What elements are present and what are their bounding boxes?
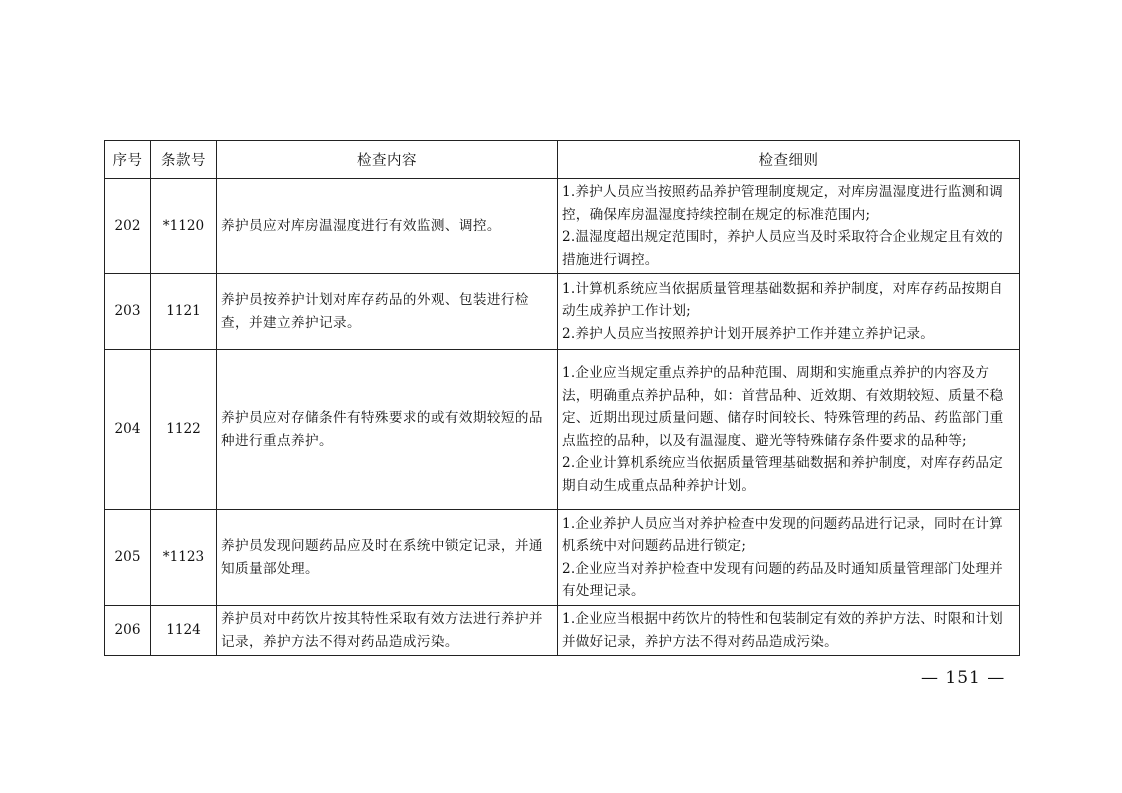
header-clause: 条款号 [151, 141, 217, 179]
row-clause: 1121 [151, 274, 217, 350]
row-content: 养护员应对库房温湿度进行有效监测、调控。 [217, 179, 558, 274]
row-detail [558, 606, 1020, 656]
row-detail [558, 179, 1020, 274]
table-header-row [105, 141, 1020, 179]
row-seq: 202 [105, 179, 151, 274]
header-content: 检查内容 [217, 141, 558, 179]
row-seq: 203 [105, 274, 151, 350]
row-content: 养护员应对存储条件有特殊要求的或有效期较短的品种进行重点养护。 [217, 350, 558, 510]
row-content: 养护员对中药饮片按其特性采取有效方法进行养护并记录，养护方法不得对药品造成污染。 [217, 606, 558, 656]
row-detail [558, 350, 1020, 510]
detail-item: 1.计算机系统应当依据质量管理基础数据和养护制度，对库存药品按期自动生成养护工作计划; [562, 280, 1003, 320]
table-row [105, 350, 1020, 510]
detail-item: 2.养护人员应当按照养护计划开展养护工作并建立养护记录。 [562, 325, 935, 342]
detail-item: 1.养护人员应当按照药品养护管理制度规定，对库房温湿度进行监测和调控，确保库房温湿度持续控制在规定的标准范围内; [562, 184, 1003, 223]
table-row [105, 179, 1020, 274]
row-content: 养护员按养护计划对库存药品的外观、包装进行检查，并建立养护记录。 [217, 274, 558, 350]
detail-item: 2.温湿度超出规定范围时，养护人员应当及时采取符合企业规定且有效的措施进行调控。 [562, 229, 1003, 268]
detail-item: 2.企业应当对养护检查中发现有问题的药品及时通知质量管理部门处理并有处理记录。 [562, 560, 1003, 599]
detail-item: 1.企业应当规定重点养护的品种范围、周期和实施重点养护的内容及方法，明确重点养护品种，如：首营品种、近效期、有效期较短、质量不稳定、近期出现过质量问题、储存时间较长、特殊管理的药品、药监部门重点监控的品种，以及有温湿度、避光等特殊储存条件要求的品种等; [562, 365, 1004, 449]
detail-item: 1.企业应当根据中药饮片的特性和包装制定有效的养护方法、时限和计划并做好记录，养护方法不得对药品造成污染。 [562, 611, 1003, 650]
row-detail [558, 510, 1020, 606]
table-row [105, 274, 1020, 350]
inspection-table [104, 140, 1020, 656]
detail-item: 2.企业计算机系统应当依据质量管理基础数据和养护制度，对库存药品定期自动生成重点品种养护计划。 [562, 455, 1003, 494]
table-row [105, 510, 1020, 606]
row-clause: 1122 [151, 350, 217, 510]
row-clause: *1123 [151, 510, 217, 606]
header-seq: 序号 [105, 141, 151, 179]
row-clause: 1124 [151, 606, 217, 656]
header-detail: 检查细则 [558, 141, 1020, 179]
detail-item: 1.企业养护人员应当对养护检查中发现的问题药品进行记录，同时在计算机系统中对问题药品进行锁定; [562, 515, 1003, 554]
table-row [105, 606, 1020, 656]
row-seq: 204 [105, 350, 151, 510]
row-seq: 205 [105, 510, 151, 606]
row-content: 养护员发现问题药品应及时在系统中锁定记录，并通知质量部处理。 [217, 510, 558, 606]
row-seq: 206 [105, 606, 151, 656]
row-clause: *1120 [151, 179, 217, 274]
row-detail [558, 274, 1020, 350]
page-number: — 151 — [921, 668, 1006, 688]
